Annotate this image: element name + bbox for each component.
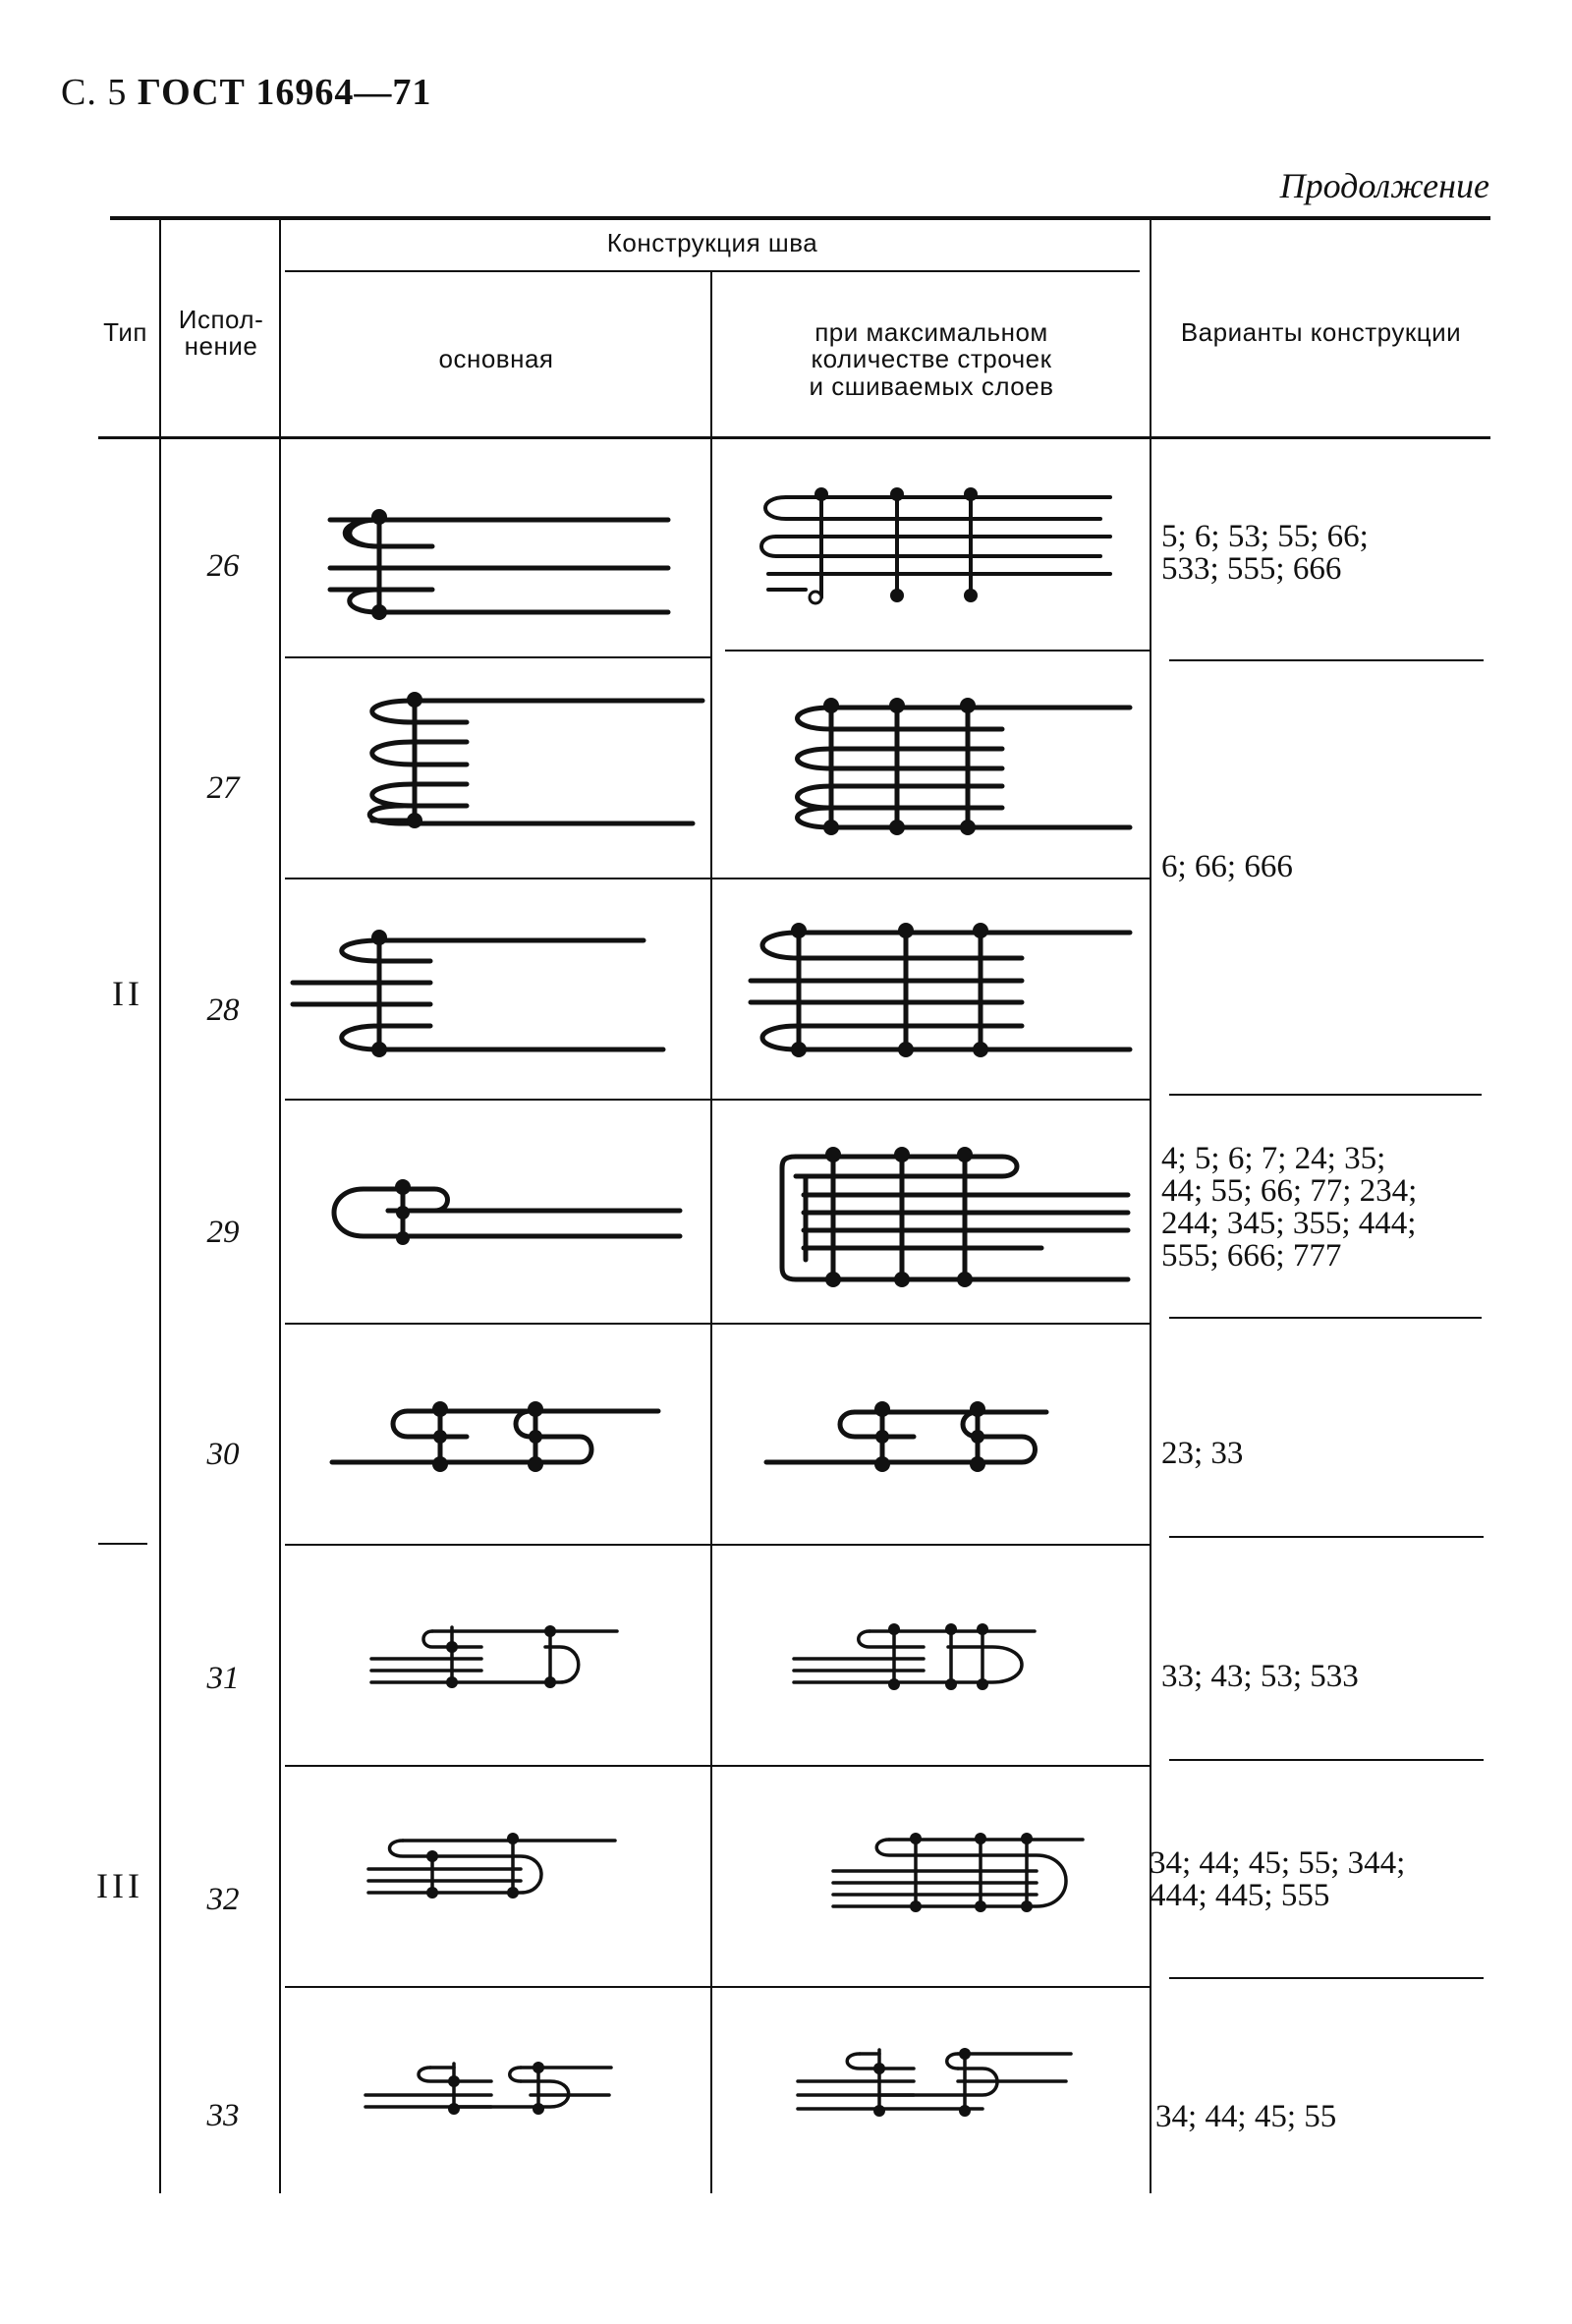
execution-number: 27: [206, 770, 240, 806]
header-max: при максимальном количестве строчек и сшиваемых слоев: [809, 317, 1054, 401]
execution-number: 29: [206, 1215, 240, 1250]
variants-row-32: 34; 44; 45; 55; 344; 444; 445; 555: [1150, 1845, 1406, 1913]
execution-number: 33: [206, 2098, 240, 2133]
header-basic: основная: [438, 344, 554, 373]
execution-number: 30: [206, 1437, 240, 1472]
execution-number: 32: [206, 1882, 240, 1917]
header-construction: Конструкция шва: [606, 228, 818, 257]
execution-number: 31: [206, 1661, 240, 1696]
variants-row-31: 33; 43; 53; 533: [1161, 1659, 1359, 1694]
standard-number: ГОСТ 16964—71: [137, 72, 432, 113]
execution-number: 26: [206, 548, 240, 584]
variants-row-30: 23; 33: [1161, 1436, 1244, 1471]
variants-row-29: 4; 5; 6; 7; 24; 35; 44; 55; 66; 77; 234; 244; 345; 355; 444; 555; 666; 777: [1161, 1141, 1418, 1274]
header-variants: Варианты конструкции: [1180, 317, 1462, 347]
variants-rows-27-28: 6; 66; 666: [1161, 849, 1293, 884]
type-label-iii: III: [96, 1866, 143, 1905]
page-prefix: С. 5: [61, 72, 128, 113]
type-label-ii: II: [112, 974, 143, 1013]
continuation-label: Продолжение: [1279, 166, 1489, 205]
variants-row-33: 34; 44; 45; 55: [1155, 2099, 1337, 2134]
variants-row-26: 5; 6; 53; 55; 66; 533; 555; 666: [1161, 519, 1369, 587]
header-type: Тип: [103, 317, 147, 347]
header-execution: Испол- нение: [178, 305, 264, 362]
execution-number: 28: [206, 992, 240, 1028]
